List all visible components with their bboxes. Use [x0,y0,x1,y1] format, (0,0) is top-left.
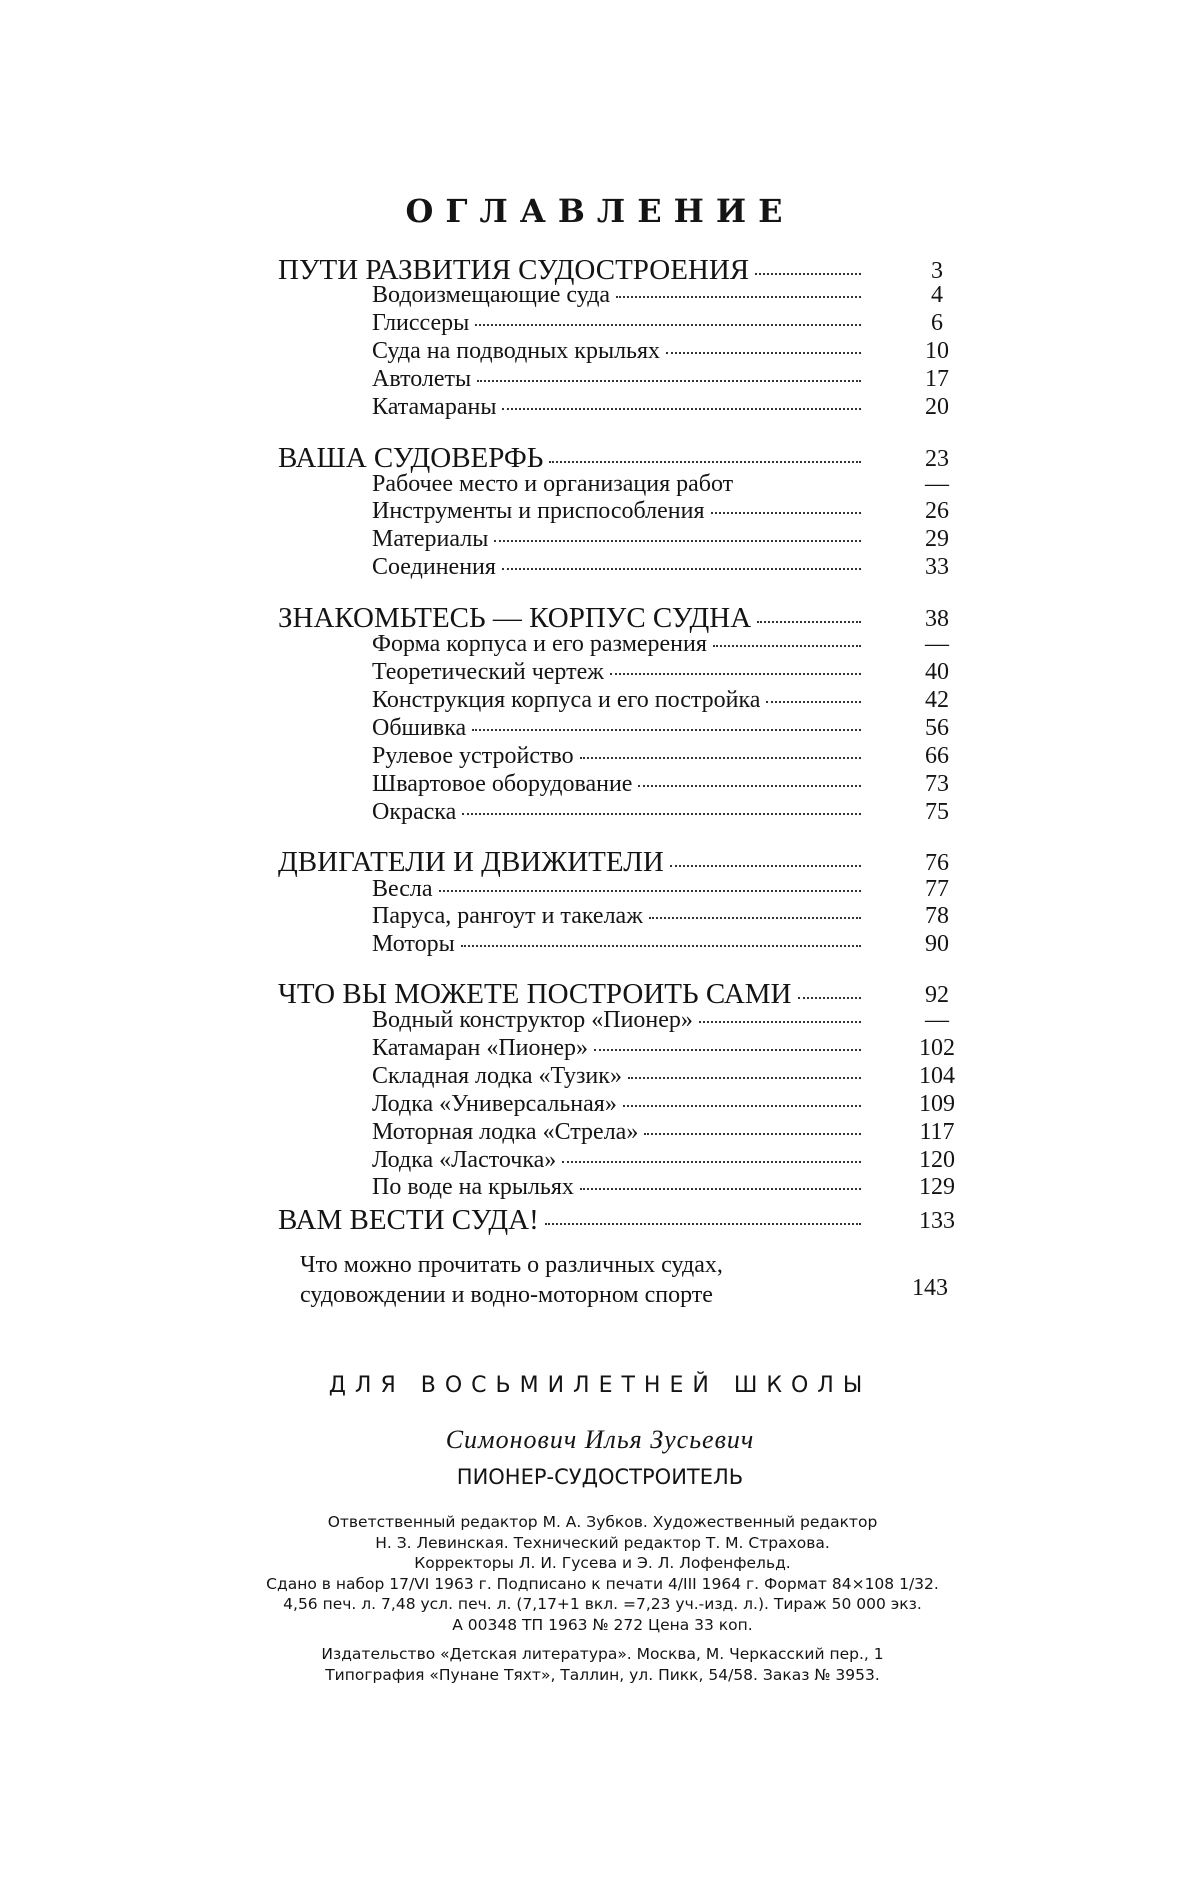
toc-entry-title: Окраска [372,799,457,825]
toc-subsection-entry [372,660,865,684]
toc-entry-title: Водоизмещающие суда [372,282,611,308]
toc-entry-title: ВАМ ВЕСТИ СУДА! [278,1204,539,1236]
toc-subsection-entry [372,716,865,740]
toc-page-number: 3 [931,258,943,284]
toc-page-number: — [925,631,949,657]
toc-entry-title: Моторная лодка «Стрела» [372,1119,639,1145]
imprint-block [130,1512,1075,1685]
dot-leader [798,997,862,999]
publisher-line: Типография «Пунане Тяхт», Таллин, ул. Пикк, 54/58. Заказ № 3953. [325,1665,880,1684]
toc-section-entry [278,256,865,285]
toc-page-number: 42 [925,687,949,713]
dot-leader [666,352,861,354]
toc-page-number: 92 [925,982,949,1008]
toc-entry-title: Лодка «Ласточка» [372,1147,557,1173]
imprint-line: 4,56 печ. л. 7,48 усл. печ. л. (7,17+1 вкл. =7,23 уч.-изд. л.). Тираж 50 000 экз. [283,1595,922,1613]
toc-subsection-entry [372,367,865,391]
toc-page-number: 76 [925,850,949,876]
dot-leader [594,1049,861,1051]
toc-page-number: 10 [925,338,949,364]
dot-leader [623,1105,861,1107]
imprint-line: Н. З. Левинская. Технический редактор Т. М. Страхова. [375,1533,830,1552]
toc-entry-title: ПУТИ РАЗВИТИЯ СУДОСТРОЕНИЯ [278,254,750,286]
toc-entry-title: Соединения [372,554,496,580]
toc-entry-title: Форма корпуса и его размерения [372,631,707,657]
dot-leader [502,408,861,410]
toc-entry-title: Складная лодка «Тузик» [372,1063,622,1089]
dot-leader [502,568,861,570]
toc-section-entry [278,604,865,633]
toc-heading: ОГЛАВЛЕНИЕ [405,192,795,230]
toc-page-number: 20 [925,394,949,420]
toc-subsection-entry [372,1120,865,1144]
dot-leader [713,645,861,647]
toc-page-number: 90 [925,931,949,957]
toc-subsection-entry [372,283,865,307]
dot-leader [766,701,861,703]
toc-page-number: — [925,471,949,497]
toc-entry-title: Лодка «Универсальная» [372,1091,617,1117]
toc-subsection-entry [372,800,865,824]
toc-entry-title: Рабочее место и организация работ [372,471,734,497]
dot-leader [439,890,861,892]
toc-page-number: 77 [925,876,949,902]
dot-leader [644,1133,861,1135]
dot-leader [562,1161,861,1163]
toc-entry-title: Теоретический чертеж [372,659,604,685]
toc-entry-title: Рулевое устройство [372,743,574,769]
toc-subsection-entry [372,1064,865,1088]
toc-section-entry [278,1206,865,1235]
dot-leader [545,1223,861,1225]
toc-entry-title: Конструкция корпуса и его постройка [372,687,761,713]
further-reading-line: Что можно прочитать о различных судах, [300,1252,723,1278]
toc-entry-title: Катамараны [372,394,497,420]
toc-entry-title: ДВИГАТЕЛИ И ДВИЖИТЕЛИ [278,846,664,878]
toc-entry-title: ЧТО ВЫ МОЖЕТЕ ПОСТРОИТЬ САМИ [278,978,792,1010]
dot-leader [462,813,861,815]
toc-entry-title: ВАША СУДОВЕРФЬ [278,442,544,474]
toc-page-number: 133 [919,1208,955,1234]
toc-entry-title: Паруса, рангоут и такелаж [372,903,643,929]
toc-section-entry [278,980,865,1009]
toc-page-number: 29 [925,526,949,552]
publisher-line: Издательство «Детская литература». Москва, М. Черкасский пер., 1 [321,1645,884,1663]
toc-subsection-entry [372,1092,865,1116]
toc-subsection-entry [372,339,865,363]
toc-entry-title: Катамаран «Пионер» [372,1035,588,1061]
toc-subsection-entry [372,311,865,335]
toc-subsection-entry [372,632,865,656]
dot-leader [616,296,861,298]
dot-leader [472,729,861,731]
toc-subsection-entry [372,1008,865,1032]
book-title: ПИОНЕР-СУДОСТРОИТЕЛЬ [456,1465,744,1489]
toc-section-entry [278,848,865,877]
series-label: ДЛЯ ВОСЬМИЛЕТНЕЙ ШКОЛЫ [328,1373,872,1398]
dot-leader [649,917,861,919]
toc-page-number: 73 [925,771,949,797]
toc-entry-title: Швартовое оборудование [372,771,633,797]
dot-leader [628,1077,861,1079]
toc-page-number: 104 [919,1063,955,1089]
author-name: Симонович Илья Зусьевич [445,1425,755,1454]
toc-subsection-entry [372,772,865,796]
toc-page-number: 17 [925,366,949,392]
toc-page-number: 4 [931,282,943,308]
toc-subsection-entry [372,904,865,928]
toc-entry-title: Обшивка [372,715,467,741]
dot-leader [610,673,861,675]
toc-page-number: 33 [925,554,949,580]
toc-page-number: 102 [919,1035,955,1061]
toc-page-number: 117 [919,1119,955,1145]
toc-page-number: 75 [925,799,949,825]
toc-entry-title: Весла [372,876,433,902]
further-reading-entry [300,1250,960,1310]
toc-page-number: 26 [925,498,949,524]
toc-entry-title: Глиссеры [372,310,470,336]
toc-subsection-entry [372,688,865,712]
dot-leader [638,785,861,787]
imprint-line: Сдано в набор 17/VI 1963 г. Подписано к печати 4/III 1964 г. Формат 84×108 1/32. [266,1574,939,1593]
dot-leader [755,273,861,275]
dot-leader [757,621,861,623]
toc-page-number: 109 [919,1091,955,1117]
toc-page-number: 6 [931,310,943,336]
imprint-line: Корректоры Л. И. Гусева и Э. Л. Лофенфельд. [414,1554,791,1572]
dot-leader [670,865,861,867]
toc-subsection-entry [372,472,865,496]
toc-page-number: 23 [925,446,949,472]
toc-page-number: 38 [925,606,949,632]
toc-entry-title: Суда на подводных крыльях [372,338,661,364]
dot-leader [475,324,861,326]
toc-entry-title: Моторы [372,931,455,957]
toc-page-number: 120 [919,1147,955,1173]
dot-leader [580,757,861,759]
toc-subsection-entry [372,1148,865,1172]
toc-entry-title: ЗНАКОМЬТЕСЬ — КОРПУС СУДНА [278,602,752,634]
toc-entry-title: Водный конструктор «Пионер» [372,1007,693,1033]
toc-page-number: 40 [925,659,949,685]
dot-leader [699,1021,861,1023]
dot-leader [711,512,861,514]
toc-page-number: 66 [925,743,949,769]
toc-entry-title: Инструменты и приспособления [372,498,705,524]
toc-subsection-entry [372,527,865,551]
dot-leader [477,380,861,382]
toc-subsection-entry [372,744,865,768]
dot-leader [494,540,861,542]
toc-page-number: 129 [919,1174,955,1200]
imprint-line: Ответственный редактор М. А. Зубков. Художественный редактор [327,1513,878,1531]
toc-subsection-entry [372,499,865,523]
further-reading-page-number: 143 [912,1275,948,1301]
toc-subsection-entry [372,877,865,901]
toc-subsection-entry [372,395,865,419]
toc-page-number: — [925,1007,949,1033]
toc-subsection-entry [372,555,865,579]
dot-leader [461,945,861,947]
toc-section-entry [278,444,865,473]
imprint-line: А 00348 ТП 1963 № 272 Цена 33 коп. [452,1615,753,1634]
toc-page-number: 56 [925,715,949,741]
toc-subsection-entry [372,1175,865,1199]
toc-entry-title: Автолеты [372,366,472,392]
toc-entry-title: По воде на крыльях [372,1174,574,1200]
toc-subsection-entry [372,932,865,956]
toc-subsection-entry [372,1036,865,1060]
dot-leader [549,461,861,463]
toc-entry-title: Материалы [372,526,489,552]
further-reading-line: судовождении и водно-моторном спорте [300,1282,713,1308]
toc-page-number: 78 [925,903,949,929]
dot-leader [580,1188,861,1190]
